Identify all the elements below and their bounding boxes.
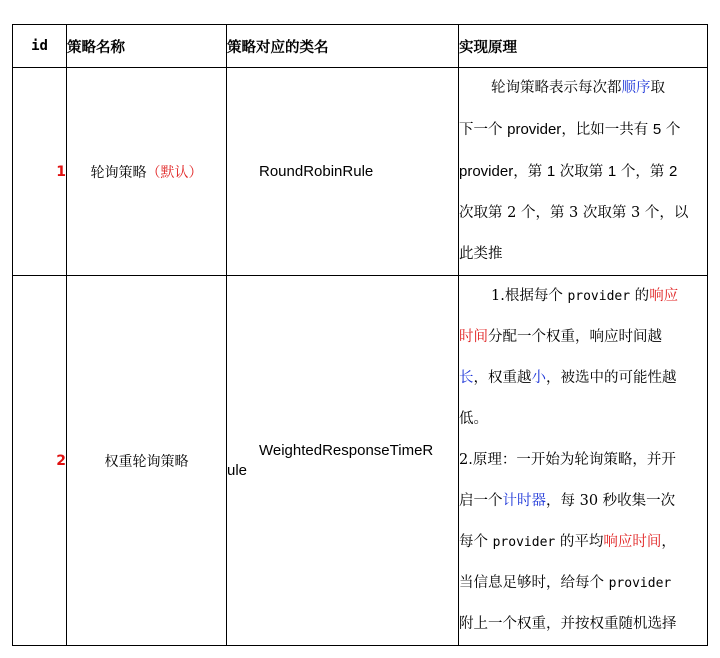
highlight-response-time: 响应时间 <box>603 534 662 550</box>
row-class-name <box>227 68 459 276</box>
highlight-small: 小 <box>531 370 546 386</box>
desc-line <box>459 151 707 193</box>
desc-line <box>459 358 707 399</box>
desc-text: 个，第 <box>616 164 669 180</box>
class-name-line: ule <box>227 461 248 479</box>
desc-text: ，被选中的可能性越 <box>546 370 677 386</box>
desc-text: provider <box>492 535 556 550</box>
desc-text: 当信息足够时，给每个 <box>459 575 609 591</box>
header-principle: 实现原理 <box>459 25 708 68</box>
desc-line <box>459 522 707 563</box>
row-principle <box>459 68 708 276</box>
desc-line <box>459 481 707 522</box>
table-row <box>13 68 708 276</box>
desc-text: 轮询策略表示每次都 <box>491 80 622 96</box>
desc-text: 5 <box>652 121 662 138</box>
desc-text: ，比如一共有 <box>561 122 653 138</box>
desc-line <box>459 68 707 109</box>
highlight-response: 响应 <box>649 288 679 304</box>
default-note: （默认） <box>146 164 203 181</box>
desc-text: 2 <box>668 163 678 180</box>
desc-text: 的 <box>630 288 650 304</box>
desc-text: 的平均 <box>555 534 604 550</box>
desc-text: 启一个 <box>459 493 503 509</box>
header-id: id <box>13 25 67 68</box>
desc-line <box>459 109 707 151</box>
desc-line: 低。 <box>459 411 488 427</box>
desc-text: provider <box>459 163 514 180</box>
desc-text: 取 <box>650 80 665 96</box>
highlight-time: 时间 <box>459 329 488 345</box>
row-id: 1 <box>13 68 67 276</box>
desc-text: 1.根据每个 <box>491 288 568 304</box>
desc-text: 1 <box>546 163 556 180</box>
class-name-line: WeightedResponseTimeR <box>259 441 434 459</box>
highlight-order: 顺序 <box>621 80 651 96</box>
desc-text: ， <box>661 534 676 550</box>
class-name-text: RoundRobinRule <box>259 163 374 180</box>
desc-line: 此类推 <box>459 246 503 262</box>
desc-line: 2.原理：一开始为轮询策略，并开 <box>459 452 676 468</box>
desc-line <box>459 563 707 604</box>
desc-text: provider <box>507 121 562 138</box>
row-strategy-name <box>67 68 227 276</box>
desc-text: 每个 <box>459 534 493 550</box>
desc-line <box>459 276 707 317</box>
table-row <box>13 276 708 646</box>
header-class-name: 策略对应的类名 <box>227 25 459 68</box>
highlight-long: 长 <box>459 370 474 386</box>
strategy-name-text: 轮询策略 <box>90 164 147 181</box>
desc-text: 个 <box>661 122 681 138</box>
desc-line <box>459 317 707 358</box>
desc-text: 1 <box>607 163 617 180</box>
row-class-name <box>227 276 459 646</box>
desc-text: ，每 30 秒收集一次 <box>546 493 676 509</box>
row-principle <box>459 276 708 646</box>
desc-text: ，第 <box>513 164 547 180</box>
highlight-timer: 计时器 <box>502 493 546 509</box>
desc-text: provider <box>608 576 672 591</box>
row-id: 2 <box>13 276 67 646</box>
desc-line: 次取第 2 个，第 3 次取第 3 个，以 <box>459 205 689 221</box>
desc-text: ，权重越 <box>473 370 532 386</box>
desc-text: 下一个 <box>459 122 508 138</box>
class-name-text <box>227 441 458 481</box>
strategy-table <box>12 24 708 646</box>
desc-line: 附上一个权重，并按权重随机选择 <box>459 616 677 632</box>
desc-text: 次取第 <box>555 164 608 180</box>
desc-text: 分配一个权重，响应时间越 <box>488 329 662 345</box>
header-row <box>13 25 708 68</box>
desc-text: provider <box>567 289 631 304</box>
header-strategy-name: 策略名称 <box>67 25 227 68</box>
row-strategy-name: 权重轮询策略 <box>67 276 227 646</box>
